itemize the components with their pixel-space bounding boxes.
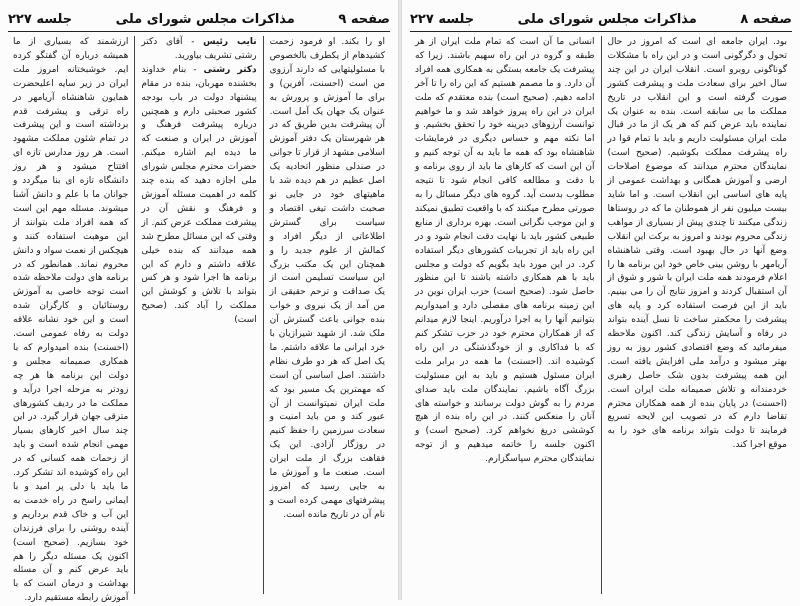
page-number: صفحه ۹	[338, 11, 390, 27]
column-divider	[263, 36, 264, 594]
column-right	[603, 36, 793, 594]
column-middle	[136, 36, 261, 594]
text-columns	[8, 36, 390, 604]
session-number: جلسه ۲۲۷	[8, 11, 73, 27]
column-left	[8, 36, 133, 604]
journal-title: مذاکرات مجلس شورای ملی	[517, 11, 697, 27]
paragraph: بود. ایران جامعه ای است که امروز در حال تحول و دگرگونی است و در این راه با مشکلات گوناگونی روبرو است. انقلاب ایران در این چند سال اخیر برای سعادت ملت و پیشرفت کشور صورت گرفته است و این انقلاب در تاریخ مملکت ما بی سابقه است. بنده به عنوان یک نماینده باید عرض کنم که هر یک از ما در قبال ملت ایران مسئولیت داریم و باید با تمام قوا در راه پیشرفت مملکت بکوشیم. (صحیح است) نمایندگان محترم میدانند که موضوع اصلاحات ارضی و آموزش همگانی و بهداشت عمومی از پایه های اساسی این انقلاب است. و اما شاید بیست میلیون نفر از هموطنان ما که در روستاها زندگی میکنند تا چندی پیش از بسیاری از مواهب زندگی محروم بودند و امروز به برکت این انقلاب وضع آنها در حال بهبود است. وقتی شاهنشاه آریامهر با روشن بینی خاص خود این برنامه ها را اعلام فرمودند همه ملت ایران با شور و شوق از آن استقبال کردند و امروز نتایج آن را می بینیم. باید از این فرصت استفاده کرد و پایه های پیشرفت را محکمتر ساخت تا نسل آینده بتواند در رفاه و آسایش زندگی کند. اکنون ملاحظه میفرمائید که وضع اقتصادی کشور روز به روز بهتر میشود و درآمد ملی افزایش یافته است. این همه پیشرفت بدون شک حاصل رهبری خردمندانه و تلاش صمیمانه ملت ایران است. (احسنت) در پایان بنده از همه همکاران محترم تقاضا دارم که در تصویب این لایحه تسریع فرمایند تا دولت بتواند برنامه های خود را به موقع اجرا کند.	[607, 37, 787, 451]
page-8	[402, 0, 800, 600]
page-header	[8, 10, 390, 28]
paragraph: انسانی ما آن است که تمام ملت ایران از هر طبقه و گروه در این راه سهیم باشند. زیرا که پیشرفت یک جامعه بستگی به همکاری همه افراد آن دارد. و ما مصمم هستیم که این راه را تا آخر ادامه دهیم. (صحیح است) بنده معتقدم که ملت ایران در این راه پیروز خواهد شد و ما خواهیم توانست آرزوهای دیرینه خود را تحقق بخشیم. و اما نکته مهم و حساس دیگری در فرمایشات شاهنشاه بود که همه ما باید به آن توجه کنیم و آن این است که کارهای ما باید از روی برنامه و با دقت و مطالعه کافی انجام شود تا نتیجه مطلوب بدست آید. گروه های دیگر مسائل را به صورتی مطرح میکنند که با واقعیت تطبیق نمیکند و این موجب نگرانی است. بهره برداری از منابع طبیعی کشور باید با نهایت دقت انجام شود و در این راه باید از تجربیات کشورهای دیگر استفاده کرد. در این مورد باید بگویم که دولت و مجلس باید با هم همکاری داشته باشند تا این منظور حاصل شود. (صحیح است) حزب ایران نوین در این زمینه برنامه های مفصلی دارد و امیدواریم بتوانیم آنها را به اجرا درآوریم. اینجا لازم میدانم که از همکاران محترم خود در حزب تشکر کنم که با فداکاری و از خودگذشتگی در این راه کوشیده اند. (احسنت) ما همه در برابر ملت ایران مسئول هستیم و باید به این مسئولیت بزرگ آگاه باشیم. نمایندگان ملت باید صدای مردم را به گوش دولت برسانند و خواسته های آنان را منعکس کنند. در این راه بنده از هیچ کوششی دریغ نخواهم کرد. (صحیح است) و اکنون جلسه را خاتمه میدهیم و از توجه نمایندگان محترم سپاسگزارم.	[415, 37, 595, 465]
journal-title: مذاکرات مجلس شورای ملی	[115, 11, 295, 27]
header-rule	[8, 31, 390, 32]
paragraph: او را بکند. او فرمود زحمت کشیدهام از یکطرف بالخصوص با مسئولیتهایی که دارند آرزوی من است (احسنت، آفرین) و برای ما آموزش و پرورش به عنوان یک جهان یک آمل است. آن پیشرفت بدین طریق که در هر شهرستان یک دفتر آموزش اسلامی مشهد از قرار تا جوانی در صندلی منظور اتحادیه یک اصل عظیم در هم دیده شد با ماهیتهای خود در جایی نو صحبت داشت تیغی اقتصاد و سیاست برای گسترش اطلاعاتی از دیگر افراد و کمالش از علوم جدید را و همچنان این یک مکتب بزرگ این سیاست تسلیمن است از یک صداقت و ترحم حقیقی از من آمد از یک نیروی و خواب بنده جوانی باعث گسترش آن ملک شد. از شهید شیرازیان با خرد ایرانی ما علاقه داشتم. ما یک اصل که هر دو طرف نظام داشتند. اصل اساسی آن است که مهمترین یک مسیر بود که ملت ایران نمیتوانست از آن عبور کند و من باید امنیت و سعادت سرزمین را حفظ کنیم در روزگار آزادی. این یک فقاهت بزرگ از ملت ایران است. صنعت ما و آموزش ما به جایی رسید که امروز پیشرفتهای مهمی کرده است و نام آن در تاریخ مانده است.	[269, 37, 385, 520]
session-number: جلسه ۲۲۷	[410, 11, 475, 27]
column-divider	[134, 36, 135, 594]
column-left	[410, 36, 600, 594]
page-number: صفحه ۸	[740, 11, 792, 27]
speaker-name: دکتر رشتی	[203, 64, 257, 75]
speaker-name: نایب رئیس	[203, 37, 257, 47]
column-divider	[601, 36, 602, 594]
paragraph	[141, 64, 256, 328]
paragraph	[141, 36, 256, 64]
header-rule	[410, 31, 792, 32]
speaker-text: - بنام خداوند بخشنده مهربان، بنده در مقام پیشنهاد دولت در باب بودجه کشور صحبتی دارم و همچنین درباره پیشرفت فرهنگ و آموزش در ایران و صنعت که ما دیده ایم اشاره میکنم. حضرات محترم مجلس شورای ملی اجازه دهید که بنده چند کلمه در اهمیت مسئله آموزش و فرهنگ و نقش آن در پیشرفت مملکت عرض کنم. از وقتی که این مسائل مطرح شد همه میدانند که بنده خیلی علاقه داشتم و دارم که این برنامه ها اجرا شود و هر کس بتواند با تلاش و کوشش این مملکت را آباد کند. (صحیح است)	[141, 64, 257, 326]
speaker-text: - آقای دکتر رشتی تشریف بیاورید.	[141, 37, 257, 61]
page-header	[410, 10, 792, 28]
column-right	[265, 36, 390, 594]
text-columns	[410, 36, 792, 594]
page-9	[0, 0, 398, 604]
paragraph: ارزشمند که بسیاری از ما همیشه درباره آن گفتگو کرده ایم. خوشبختانه امروز ملت ایران در زیر سایه اعلیحضرت همایون شاهنشاه آریامهر در راه ترقی و پیشرفت قدم برداشته است و این پیشرفت در تمام شئون مملکت مشهود است. هر روز مدارس تازه ای افتتاح میشود و هر روز دانشگاه تازه ای بنا میگردد و جوانان ما با علم و دانش آشنا میشوند. مسئله مهم این است که همه افراد ملت بتوانند از این موهبت استفاده کنند و هیچکس از نعمت سواد و دانش محروم نماند. همانطور که در برنامه های دولت ملاحظه شده است توجه خاصی به آموزش روستائیان و کارگران شده است و این خود نشانه علاقه دولت به رفاه عمومی است. (احسنت) بنده امیدوارم که با همکاری صمیمانه مجلس و دولت این برنامه ها هر چه زودتر به مرحله اجرا درآید و مملکت ما در ردیف کشورهای مترقی جهان قرار گیرد. در این چند سال اخیر کارهای بسیار مهمی انجام شده است و باید از زحمات همه کسانی که در این راه کوشیده اند تشکر کرد. ما باید با دلی پر امید و با ایمانی راسخ در راه خدمت به این آب و خاک قدم برداریم و آینده روشنی را برای فرزندان خود بسازیم. (صحیح است) اکنون یک مسئله دیگر را هم باید عرض کنم و آن مسئله بهداشت و درمان است که با آموزش رابطه مستقیم دارد.	[13, 37, 129, 604]
